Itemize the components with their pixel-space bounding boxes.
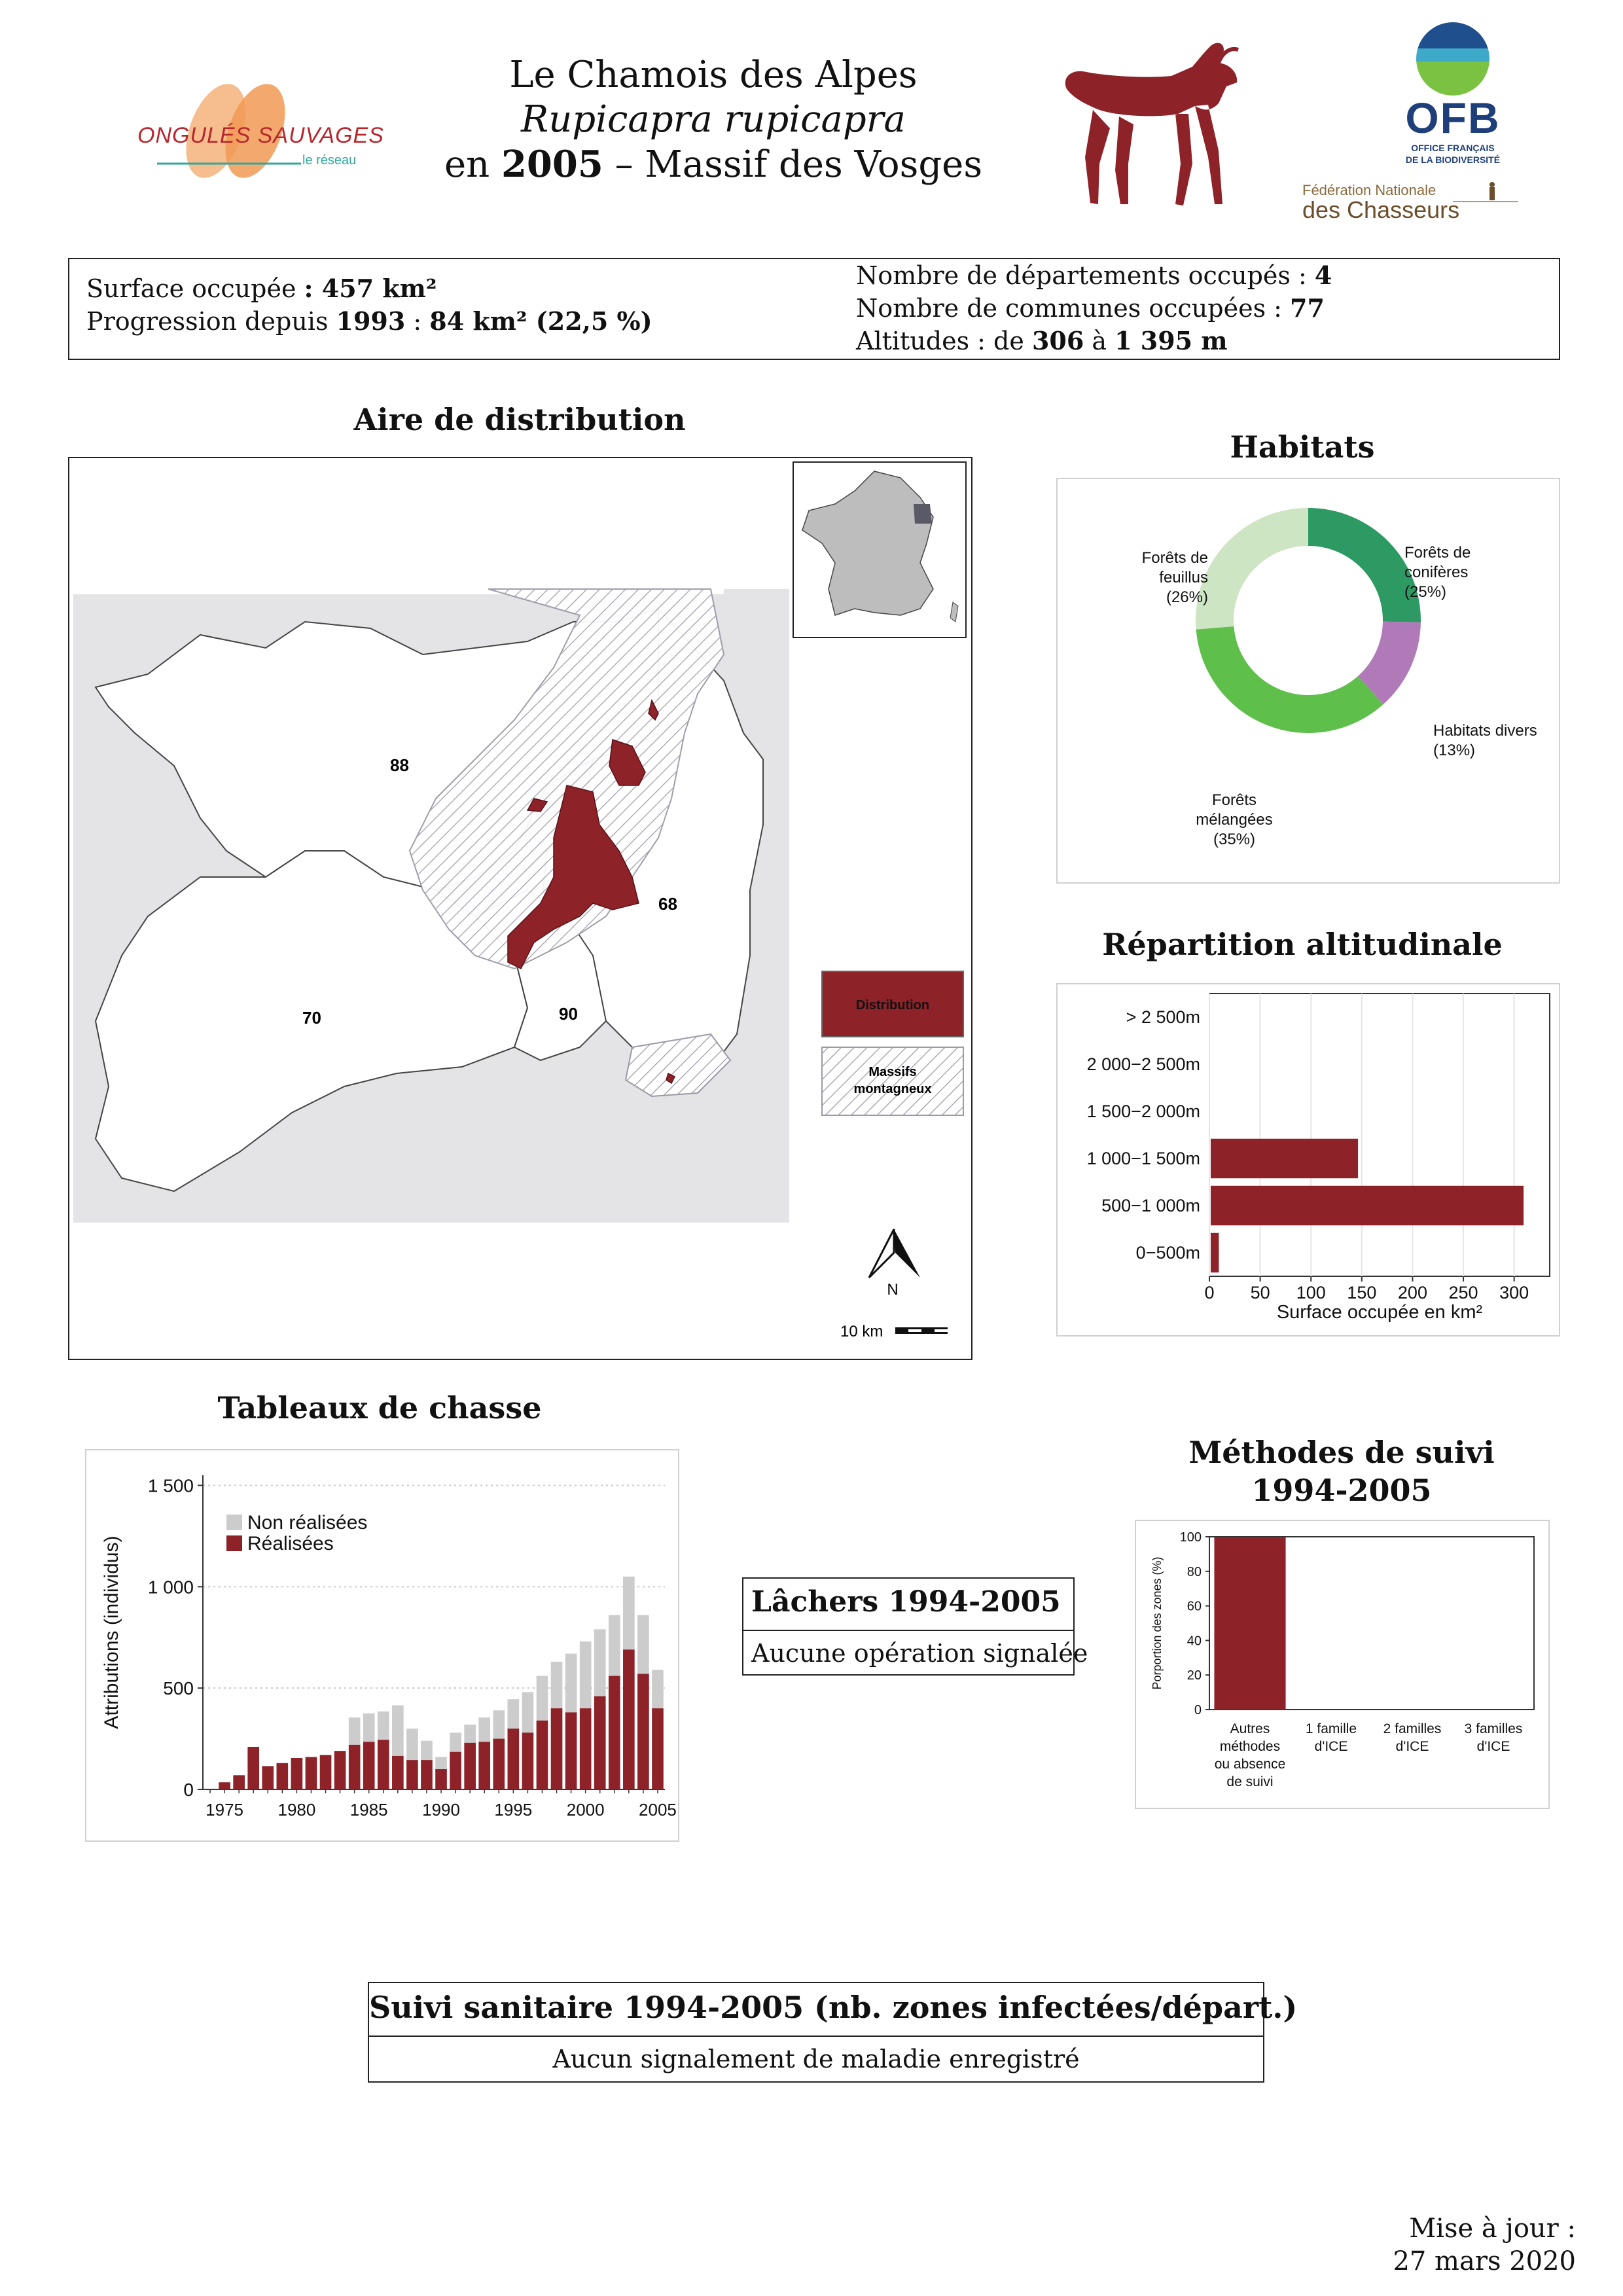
hunt-bar-realisees-1983 <box>334 1751 346 1789</box>
hunt-bar-realisees-1981 <box>306 1757 317 1789</box>
altitude-bar-chart <box>1058 984 1559 1335</box>
meth-category-label-0-1: méthodes <box>1219 1739 1281 1754</box>
north-arrow-icon <box>869 1229 920 1278</box>
alt-tick-label-6: 300 <box>1499 1283 1529 1302</box>
hunt-bar-realisees-2000 <box>580 1708 592 1789</box>
hunt-bar-realisees-1987 <box>392 1756 404 1789</box>
sanitaire-divider <box>369 2036 1263 2037</box>
meth-category-label-2-0: 2 familles <box>1383 1721 1442 1736</box>
progression: Progression depuis 1993 : 84 km² (22,5 %) <box>86 306 652 336</box>
hunt-legend-realisees-swatch <box>226 1535 242 1551</box>
lachers-box <box>742 1577 1088 1676</box>
alt-tick-label-2: 100 <box>1296 1283 1326 1302</box>
pie-label-1-1: (13%) <box>1433 742 1476 759</box>
hunt-bar-non-realisees-2002 <box>609 1615 620 1676</box>
distribution-map <box>68 457 972 1360</box>
hunt-xtick-label-5: 2000 <box>566 1800 605 1820</box>
hunt-bar-realisees-1978 <box>262 1766 274 1789</box>
pie-slice-2 <box>1196 626 1383 733</box>
alt-category-label-2: 1 500−2 000m <box>1086 1102 1200 1121</box>
hunt-bar-realisees-1993 <box>478 1742 490 1789</box>
hunt-bar-non-realisees-1991 <box>450 1732 461 1751</box>
page-title-species: Rupicapra rupicapra <box>521 98 906 141</box>
altitude-section-title: Répartition altitudinale <box>1102 927 1503 962</box>
hunt-legend-non-realisees-swatch <box>226 1515 242 1530</box>
hunt-xtick-label-2: 1985 <box>349 1800 388 1820</box>
meth-bar-0 <box>1214 1537 1285 1710</box>
hunt-bar-non-realisees-1988 <box>406 1729 418 1760</box>
pie-label-3-1: feuillus <box>1159 569 1208 586</box>
logo-fnc <box>1302 177 1538 229</box>
hunt-bar-realisees-1986 <box>378 1740 389 1789</box>
page-title-line3: en 2005 – Massif des Vosges <box>444 143 983 186</box>
hunt-bar-realisees-2005 <box>652 1708 664 1789</box>
hunt-bar-realisees-1994 <box>493 1739 505 1789</box>
logo-ofb-sub2: DE LA BIODIVERSITÉ <box>1405 154 1501 165</box>
hunt-bar-non-realisees-1999 <box>565 1654 577 1713</box>
hunt-xtick-label-1: 1980 <box>277 1800 316 1820</box>
pie-label-0-1: conifères <box>1404 564 1469 581</box>
alt-category-label-0: > 2 500m <box>1126 1007 1200 1027</box>
ofb-globe-icon <box>1387 20 1518 98</box>
alt-category-label-1: 2 000−2 500m <box>1086 1054 1200 1074</box>
hunt-ytick-label-2: 1 000 <box>147 1577 194 1598</box>
nb-departements: Nombre de départements occupés : 4 <box>856 260 1332 290</box>
hunt-bar-realisees-1980 <box>291 1758 303 1789</box>
map-section-title: Aire de distribution <box>353 402 686 437</box>
pie-label-0-0: Forêts de <box>1404 544 1471 562</box>
hunt-y-axis-label: Attributions (individus) <box>101 1535 122 1729</box>
hunt-bar-realisees-1995 <box>508 1729 520 1789</box>
meth-category-label-3-1: d'ICE <box>1476 1739 1510 1754</box>
alt-category-label-4: 500−1 000m <box>1101 1196 1200 1215</box>
meth-y-axis-label: Porportion des zones (%) <box>1150 1556 1164 1690</box>
hunt-ytick-label-0: 0 <box>183 1780 194 1800</box>
alt-tick-label-1: 50 <box>1250 1283 1270 1302</box>
hunt-bar-non-realisees-1986 <box>378 1712 389 1740</box>
logo-ofb-text: OFB <box>1405 94 1501 142</box>
hunt-bar-realisees-1976 <box>233 1775 245 1789</box>
hunt-xtick-label-4: 1995 <box>494 1800 533 1820</box>
hunt-bar-realisees-1989 <box>421 1760 433 1789</box>
pie-label-3-0: Forêts de <box>1141 549 1208 567</box>
hunt-bar-non-realisees-1993 <box>478 1717 490 1742</box>
meth-ytick-label-1: 20 <box>1186 1668 1202 1683</box>
sanitaire-text: Aucun signalement de maladie enregistré <box>552 2045 1080 2073</box>
methodes-panel <box>1135 1520 1550 1809</box>
habitats-donut-chart <box>1058 479 1559 882</box>
hunt-bar-realisees-1975 <box>219 1782 230 1789</box>
dept-label-88: 88 <box>390 755 409 775</box>
hunt-bar-realisees-1999 <box>565 1712 577 1789</box>
methodes-section-title-line1: Méthodes de suivi <box>1188 1435 1495 1470</box>
hunt-bar-realisees-1984 <box>349 1745 361 1789</box>
hunting-panel <box>85 1449 679 1842</box>
meth-ytick-label-0: 0 <box>1194 1703 1202 1717</box>
update-date: 27 mars 2020 <box>1393 2246 1576 2276</box>
hunt-bar-non-realisees-1984 <box>349 1717 361 1745</box>
hunt-bar-realisees-1996 <box>522 1732 534 1789</box>
alt-category-label-5: 0−500m <box>1135 1243 1200 1263</box>
surface-occupee: Surface occupée : 457 km² <box>86 274 437 303</box>
lachers-title: Lâchers 1994-2005 <box>751 1585 1061 1619</box>
lachers-divider <box>743 1630 1073 1631</box>
alt-category-label-3: 1 000−1 500m <box>1086 1149 1200 1168</box>
hunt-bar-non-realisees-1992 <box>464 1725 476 1743</box>
alt-tick-label-4: 200 <box>1397 1283 1427 1302</box>
dept-label-68: 68 <box>658 894 677 914</box>
hunt-bar-realisees-1985 <box>363 1742 375 1789</box>
hunt-xtick-label-6: 2005 <box>639 1800 677 1820</box>
meth-category-label-1-0: 1 famille <box>1305 1721 1357 1736</box>
hunt-bar-non-realisees-1995 <box>508 1699 520 1729</box>
hunt-ytick-label-1: 500 <box>163 1678 194 1699</box>
meth-category-label-1-1: d'ICE <box>1314 1739 1348 1754</box>
hunt-ytick-label-3: 1 500 <box>147 1475 194 1496</box>
pie-label-2-0: Forêts <box>1211 791 1257 809</box>
alt-bar-5 <box>1211 1233 1219 1272</box>
meth-category-label-2-1: d'ICE <box>1395 1739 1429 1754</box>
hunt-bar-non-realisees-1989 <box>421 1741 433 1760</box>
chamois-icon <box>1047 33 1257 229</box>
logo-ongules-sauvages <box>131 72 384 183</box>
chamois-silhouette <box>1047 33 1257 229</box>
meth-category-label-0-3: de suivi <box>1226 1774 1274 1789</box>
logo-fnc-line2: des Chasseurs <box>1302 196 1460 223</box>
logo-ongules-subtext: le réseau <box>302 153 357 168</box>
meth-ytick-label-3: 60 <box>1186 1599 1202 1614</box>
hunting-section-title: Tableaux de chasse <box>217 1390 542 1426</box>
alt-tick-label-0: 0 <box>1204 1283 1215 1302</box>
logo-ongules-text: ONGULÉS SAUVAGES <box>137 123 384 148</box>
hunt-xtick-label-0: 1975 <box>205 1800 244 1820</box>
dept-label-70: 70 <box>302 1008 321 1028</box>
sanitaire-title: Suivi sanitaire 1994-2005 (nb. zones infectées/départ.) <box>369 1990 1298 2025</box>
update-label: Mise à jour : <box>1409 2214 1576 2244</box>
meth-category-label-3-0: 3 familles <box>1464 1721 1523 1736</box>
pie-label-0-2: (25%) <box>1404 583 1447 601</box>
hunt-bar-realisees-2001 <box>594 1696 606 1789</box>
summary-box <box>68 258 1560 360</box>
alt-tick-label-3: 150 <box>1347 1283 1377 1302</box>
hunt-bar-non-realisees-2004 <box>637 1615 649 1674</box>
altitudes: Altitudes : de 306 à 1 395 m <box>856 326 1228 355</box>
hunt-bar-realisees-2004 <box>637 1674 649 1789</box>
hunt-bar-non-realisees-1987 <box>392 1705 404 1755</box>
pie-slice-3 <box>1196 508 1308 630</box>
hunt-bar-non-realisees-2001 <box>594 1629 606 1696</box>
north-label: N <box>887 1281 899 1299</box>
altitude-panel <box>1056 983 1560 1336</box>
hunt-bar-realisees-1998 <box>551 1708 563 1789</box>
pie-label-2-1: mélangées <box>1196 811 1273 829</box>
alt-bar-4 <box>1211 1186 1524 1225</box>
logo-fnc-line1: Fédération Nationale <box>1302 182 1436 198</box>
meth-ytick-label-5: 100 <box>1179 1530 1202 1545</box>
alt-x-axis-label: Surface occupée en km² <box>1276 1302 1483 1323</box>
hunt-bar-non-realisees-1990 <box>435 1757 447 1769</box>
pie-label-3-2: (26%) <box>1166 588 1208 606</box>
legend-massifs-label1: Massifs <box>868 1065 917 1079</box>
alt-tick-label-5: 250 <box>1448 1283 1478 1302</box>
hunt-bar-realisees-1997 <box>537 1721 548 1789</box>
hunt-bar-realisees-1990 <box>435 1769 447 1789</box>
hunt-bar-non-realisees-1985 <box>363 1713 375 1742</box>
methodes-section-title-line2: 1994-2005 <box>1251 1473 1432 1508</box>
habitats-section-title: Habitats <box>1230 429 1375 465</box>
logo-ofb-sub1: OFFICE FRANÇAIS <box>1411 143 1495 153</box>
hunt-bar-non-realisees-1994 <box>493 1710 505 1738</box>
hunt-bar-realisees-2002 <box>609 1676 620 1789</box>
legend-massifs-swatch <box>822 1047 963 1115</box>
nb-communes: Nombre de communes occupées : 77 <box>856 293 1325 323</box>
hunt-bar-realisees-1977 <box>247 1747 259 1789</box>
hunting-stacked-bar-chart <box>86 1450 678 1840</box>
meth-ytick-label-2: 40 <box>1186 1634 1202 1649</box>
hunt-bar-realisees-1992 <box>464 1743 476 1789</box>
scale-bar <box>895 1327 948 1334</box>
fnc-hunter-icon <box>1453 179 1518 206</box>
hunt-bar-non-realisees-1996 <box>522 1692 534 1732</box>
habitats-panel <box>1056 478 1560 884</box>
alt-bar-3 <box>1211 1139 1358 1178</box>
hunt-bar-non-realisees-2003 <box>623 1577 635 1649</box>
hunt-legend-realisees-label: Réalisées <box>247 1533 334 1554</box>
hunt-xtick-label-3: 1990 <box>422 1800 460 1820</box>
hunt-bar-non-realisees-1997 <box>537 1676 548 1721</box>
hunt-bar-realisees-1982 <box>320 1755 332 1789</box>
logo-ofb <box>1387 20 1518 170</box>
meth-category-label-0-2: ou absence <box>1214 1757 1286 1772</box>
hunt-bar-non-realisees-2005 <box>652 1670 664 1708</box>
sanitaire-box <box>368 1982 1298 2083</box>
lachers-text: Aucune opération signalée <box>751 1639 1088 1668</box>
hunt-bar-non-realisees-1998 <box>551 1662 563 1708</box>
hunt-bar-non-realisees-2000 <box>580 1641 592 1708</box>
dept-label-90: 90 <box>559 1004 578 1024</box>
hunt-bar-realisees-1991 <box>450 1752 461 1789</box>
pie-label-2-2: (35%) <box>1213 831 1256 848</box>
legend-distribution-label: Distribution <box>855 998 930 1013</box>
map-canvas <box>69 458 971 1359</box>
hunt-legend-non-realisees-label: Non réalisées <box>247 1512 368 1534</box>
hunt-bar-realisees-1988 <box>406 1760 418 1789</box>
meth-ytick-label-4: 80 <box>1186 1564 1202 1579</box>
hunt-bar-realisees-2003 <box>623 1649 635 1789</box>
pie-label-1-0: Habitats divers <box>1433 722 1537 740</box>
meth-category-label-0-0: Autres <box>1230 1721 1270 1736</box>
scale-label: 10 km <box>840 1323 883 1340</box>
legend-massifs-label2: montagneux <box>853 1082 932 1096</box>
hunt-bar-realisees-1979 <box>277 1763 289 1789</box>
page-title-line1: Le Chamois des Alpes <box>509 54 918 96</box>
methodes-bar-chart <box>1136 1521 1548 1808</box>
